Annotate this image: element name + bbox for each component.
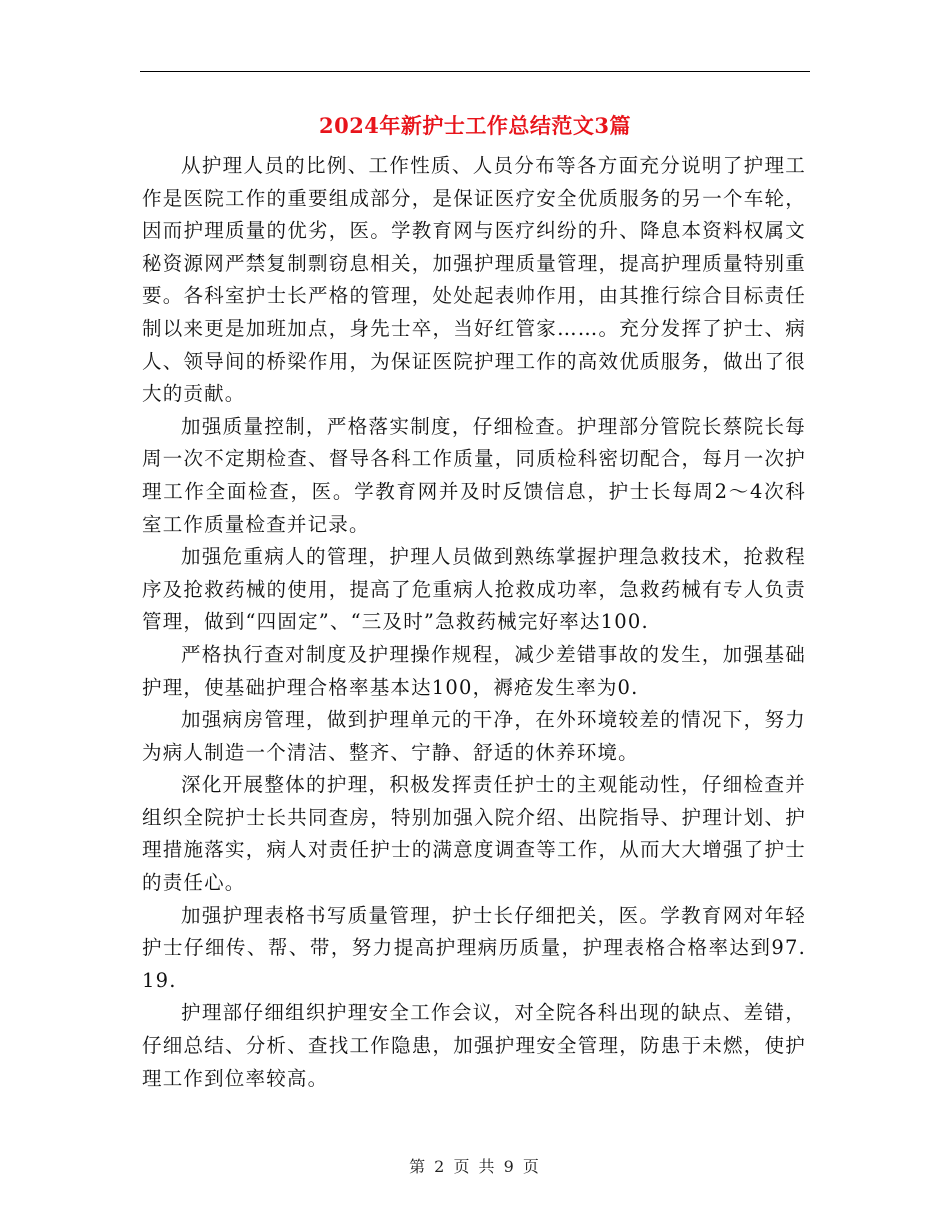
paragraph-1: 从护理人员的比例、工作性质、人员分布等各方面充分说明了护理工作是医院工作的重要组成部分，是保证医疗安全优质服务的另一个车轮，因而护理质量的优劣，医。学教育网与医疗纠纷的升、降息本资料权属文秘资源网严禁复制剽窃息相关，加强护理质量管理，提高护理质量特别重要。各科室护士长严格的管理，处处起表帅作用，由其推行综合目标责任制以来更是加班加点，身先士卒，当好红管家……。充分发挥了护士、病人、领导间的桥梁作用，为保证医院护理工作的高效优质服务，做出了很大的贡献。	[142, 154, 806, 406]
paragraph-2: 加强质量控制，严格落实制度，仔细检查。护理部分管院长蔡院长每周一次不定期检查、督导各科工作质量，同质检科密切配合，每月一次护理工作全面检查，医。学教育网并及时反馈信息，护士长每周2～4次科室工作质量检查并记录。	[142, 414, 806, 536]
paragraph-8: 护理部仔细组织护理安全工作会议，对全院各科出现的缺点、差错，仔细总结、分析、查找工作隐患，加强护理安全管理，防患于未燃，使护理工作到位率较高。	[142, 1001, 806, 1090]
paragraph-3: 加强危重病人的管理，护理人员做到熟练掌握护理急救技术，抢救程序及抢救药械的使用，提高了危重病人抢救成功率，急救药械有专人负责管理，做到“四固定”、“三及时”急救药械完好率达100.	[142, 545, 806, 634]
paragraph-6: 深化开展整体的护理，积极发挥责任护士的主观能动性，仔细检查并组织全院护士长共同查房，特别加强入院介绍、出院指导、护理计划、护理措施落实，病人对责任护士的满意度调查等工作，从而大大增强了护士的责任心。	[142, 773, 806, 895]
document-title: 2024年新护士工作总结范文3篇	[318, 113, 632, 138]
paragraph-5: 加强病房管理，做到护理单元的干净，在外环境较差的情况下，努力为病人制造一个清洁、整齐、宁静、舒适的休养环境。	[142, 708, 806, 764]
paragraph-7: 加强护理表格书写质量管理，护士长仔细把关，医。学教育网对年轻护士仔细传、帮、带，努力提高护理病历质量，护理表格合格率达到97.19.	[142, 903, 806, 992]
header-rule	[140, 71, 810, 72]
page-number: 第 2 页 共 9 页	[409, 1157, 541, 1176]
document-body	[142, 150, 806, 1095]
paragraph-4: 严格执行查对制度及护理操作规程，减少差错事故的发生，加强基础护理，使基础护理合格率基本达100，褥疮发生率为0.	[142, 642, 806, 699]
